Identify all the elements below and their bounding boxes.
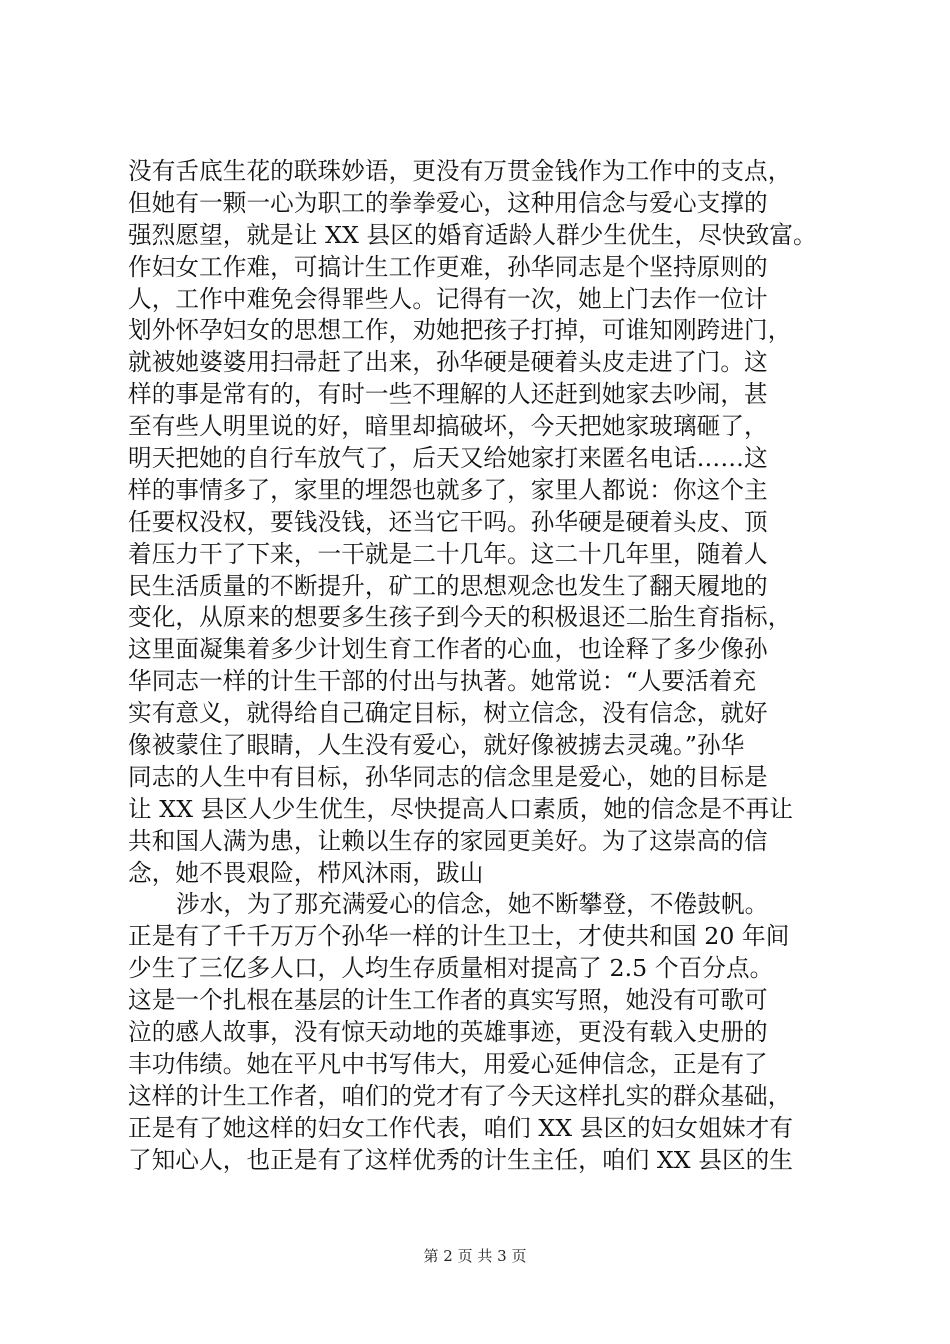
text-line: 样的事是常有的，有时一些不理解的人还赶到她家去吵闹，甚 [128,380,768,409]
text-line: 同志的人生中有目标，孙华同志的信念里是爱心，她的目标是 [128,762,768,791]
text-line: 这里面凝集着多少计划生育工作者的心血，也诠释了多少像孙 [128,635,768,664]
text-line: 民生活质量的不断提升，矿工的思想观念也发生了翻天履地的 [128,571,768,600]
text-line: 这是一个扎根在基层的计生工作者的真实写照，她没有可歌可 [128,986,768,1015]
text-line: 没有舌底生花的联珠妙语，更没有万贯金钱作为工作中的支点， [128,157,792,185]
page-footer: 第 2 页 共 3 页 [423,1247,527,1265]
text-line: 少生了三亿多人口，人均生存质量相对提高了 2.5 个百分点。 [128,954,774,983]
text-line: 人，工作中难免会得罪些人。记得有一次，她上门去作一位计 [128,284,768,313]
text-line: 像被蒙住了眼睛，人生没有爱心，就好像被掳去灵魂。”孙华 [128,731,745,760]
text-line: 实有意义，就得给自己确定目标，树立信念，没有信念，就好 [128,699,768,728]
text-line: 划外怀孕妇女的思想工作，劝她把孩子打掉，可谁知刚跨进门， [128,316,792,345]
text-line: 就被她婆婆用扫帚赶了出来，孙华硬是硬着头皮走进了门。这 [128,348,768,377]
text-line: 至有些人明里说的好，暗里却搞破坏，今天把她家玻璃砸了， [128,412,768,441]
text-line: 了知心人，也正是有了这样优秀的计生主任，咱们 XX 县区的生 [128,1145,794,1174]
text-line: 泣的感人故事，没有惊天动地的英雄事迹，更没有载入史册的 [128,1018,768,1047]
text-line: 明天把她的自行车放气了，后天又给她家打来匿名电话……这 [128,444,768,473]
text-line: 但她有一颗一心为职工的拳拳爱心，这种用信念与爱心支撑的 [128,188,768,217]
text-line: 样的事情多了，家里的埋怨也就多了，家里人都说：你这个主 [128,475,768,504]
text-line: 正是有了她这样的妇女工作代表，咱们 XX 县区的妇女姐妹才有 [128,1113,794,1142]
text-line: 变化，从原来的想要多生孩子到今天的积极退还二胎生育指标， [128,603,792,632]
text-line: 丰功伟绩。她在平凡中书写伟大，用爱心延伸信念，正是有了 [128,1049,768,1078]
text-line: 作妇女工作难，可搞计生工作更难，孙华同志是个坚持原则的 [128,252,768,281]
text-line: 这样的计生工作者，咱们的党才有了今天这样扎实的群众基础， [128,1081,792,1110]
text-line: 强烈愿望，就是让 XX 县区的婚育适龄人群少生优生，尽快致富。 [128,220,817,249]
text-line: 任要权没权，要钱没钱，还当它干吗。孙华硬是硬着头皮、顶 [128,507,768,536]
text-line: 共和国人满为患，让赖以生存的家园更美好。为了这崇高的信 [128,826,768,855]
text-line: 着压力干了下来，一干就是二十几年。这二十几年里，随着人 [128,539,768,568]
text-line-indented: 涉水，为了那充满爱心的信念，她不断攀登，不倦鼓帆。 [176,890,769,919]
body-text [128,156,848,1177]
text-line: 念，她不畏艰险，栉风沐雨，跋山 [128,858,484,887]
text-line: 正是有了千千万万个孙华一样的计生卫士，才使共和国 20 年间 [128,922,790,951]
text-line: 让 XX 县区人少生优生，尽快提高人口素质，她的信念是不再让 [128,794,794,823]
text-line: 华同志一样的计生干部的付出与执著。她常说：“人要活着充 [128,667,757,696]
